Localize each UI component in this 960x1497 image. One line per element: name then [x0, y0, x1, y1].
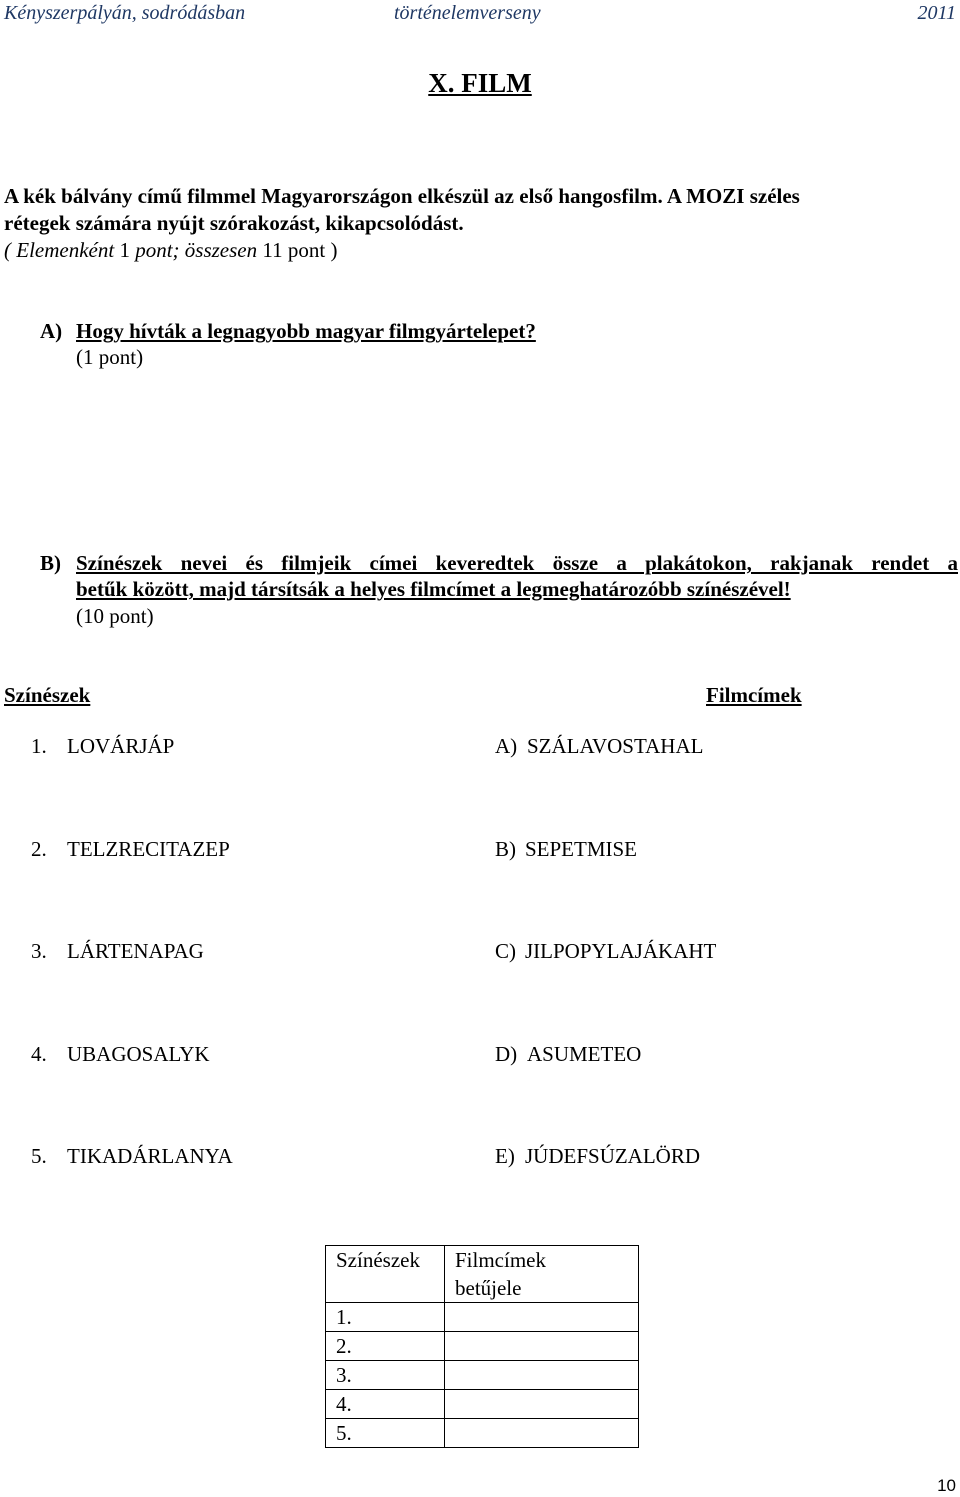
answer-table-header	[326, 1246, 639, 1303]
actor-name-3: LÁRTENAPAG	[67, 939, 204, 963]
scoring-total: 11	[262, 238, 283, 262]
answer-row	[326, 1390, 639, 1419]
intro-line-2: rétegek számára nyújt szórakozást, kikapcsolódást.	[4, 211, 464, 235]
film-name-a: SZÁLAVOSTAHAL	[527, 734, 704, 758]
scoring-close: pont )	[287, 238, 338, 262]
question-b-points: (10 pont)	[76, 604, 154, 628]
film-letter-b: B)	[495, 837, 516, 861]
answer-row	[326, 1361, 639, 1390]
actor-num-3: 3.	[31, 939, 47, 963]
answer-row-number: 1.	[326, 1303, 445, 1332]
answer-row-number: 4.	[326, 1390, 445, 1419]
film-name-b: SEPETMISE	[525, 837, 638, 861]
film-name-c: JILPOPYLAJÁKAHT	[525, 939, 717, 963]
answer-header-films-line1: Filmcímek	[455, 1248, 546, 1272]
film-letter-a: A)	[495, 734, 518, 758]
film-letter-e: E)	[495, 1144, 515, 1168]
film-letter-d: D)	[495, 1042, 518, 1066]
films-heading: Filmcímek	[706, 683, 802, 707]
answer-header-actors: Színészek	[326, 1246, 445, 1303]
header-center: történelemverseny	[394, 2, 541, 24]
header-right: 2011	[917, 2, 956, 24]
answer-table	[325, 1245, 639, 1448]
scoring-mid: pont; összesen	[135, 238, 258, 262]
question-a-points: (1 pont)	[76, 345, 144, 369]
scoring-one: 1	[119, 238, 130, 262]
answer-header-films-line2: betűjele	[455, 1276, 522, 1300]
actor-num-5: 5.	[31, 1144, 47, 1168]
intro-line-1: A kék bálvány című filmmel Magyarországon elkészül az első hangosfilm. A MOZI széles	[4, 184, 800, 208]
answer-row	[326, 1332, 639, 1361]
answer-cell[interactable]	[445, 1361, 639, 1390]
answer-row-number: 3.	[326, 1361, 445, 1390]
scoring-note	[4, 238, 337, 263]
scoring-open: ( Elemenként	[4, 238, 115, 262]
question-a-text: Hogy hívták a legnagyobb magyar filmgyártelepet?	[76, 319, 536, 343]
film-letter-c: C)	[495, 939, 516, 963]
actor-name-4: UBAGOSALYK	[67, 1042, 210, 1066]
question-b-line-1: Színészek nevei és filmjeik címei keveredtek össze a plakátokon, rakjanak rendet a	[76, 551, 958, 575]
film-name-e: JÚDEFSÚZALÖRD	[525, 1144, 701, 1168]
answer-cell[interactable]	[445, 1332, 639, 1361]
question-b-line-2: betűk között, majd társítsák a helyes filmcímet a legmeghatározóbb színészével!	[76, 577, 791, 601]
question-b-label: B)	[40, 551, 61, 575]
actors-heading: Színészek	[4, 683, 91, 707]
answer-row	[326, 1419, 639, 1448]
actor-name-2: TELZRECITAZEP	[67, 837, 230, 861]
answer-cell[interactable]	[445, 1390, 639, 1419]
page-title: X. FILM	[428, 68, 532, 98]
actor-num-4: 4.	[31, 1042, 47, 1066]
answer-row-number: 2.	[326, 1332, 445, 1361]
header-left: Kényszerpályán, sodródásban	[4, 2, 246, 24]
actor-name-5: TIKADÁRLANYA	[67, 1144, 233, 1168]
page-number: 10	[937, 1476, 956, 1495]
answer-cell[interactable]	[445, 1303, 639, 1332]
answer-cell[interactable]	[445, 1419, 639, 1448]
answer-row-number: 5.	[326, 1419, 445, 1448]
answer-header-films	[445, 1246, 639, 1303]
actor-num-1: 1.	[31, 734, 47, 758]
question-a-label: A)	[40, 319, 63, 343]
actor-num-2: 2.	[31, 837, 47, 861]
film-name-d: ASUMETEO	[527, 1042, 642, 1066]
answer-row	[326, 1303, 639, 1332]
actor-name-1: LOVÁRJÁP	[67, 734, 175, 758]
